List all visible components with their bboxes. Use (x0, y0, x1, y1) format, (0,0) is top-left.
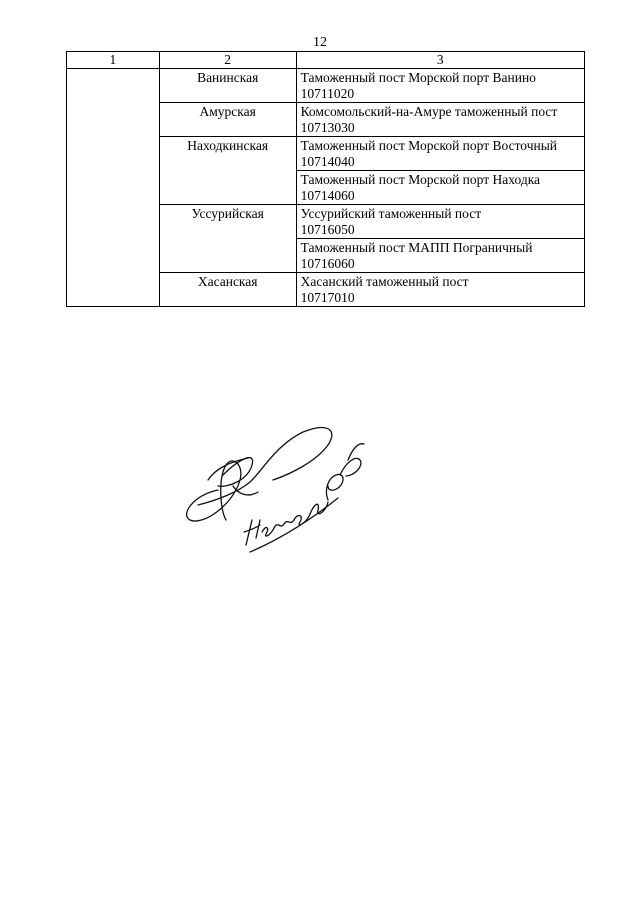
column-header-3: 3 (296, 52, 584, 69)
region-cell: Амурская (159, 103, 296, 137)
page-number: 12 (313, 35, 327, 50)
post-name: Хасанский таможенный пост (300, 274, 469, 289)
region-cell: Находкинская (159, 137, 296, 205)
post-cell (296, 205, 584, 239)
handwritten-signature (178, 420, 378, 570)
post-name: Таможенный пост Морской порт Находка (300, 172, 541, 187)
post-code: 10714040 (300, 154, 355, 169)
post-name: Комсомольский-на-Амуре таможенный пост (300, 104, 558, 119)
post-cell (296, 137, 584, 171)
post-name: Таможенный пост МАПП Пограничный (300, 240, 533, 255)
post-name: Таможенный пост Морской порт Восточный (300, 138, 558, 153)
post-name: Уссурийский таможенный пост (300, 206, 482, 221)
region-cell: Уссурийская (159, 205, 296, 273)
post-name: Таможенный пост Морской порт Ванино (300, 70, 536, 85)
post-code: 10717010 (300, 290, 355, 305)
post-cell (296, 239, 584, 273)
customs-posts-table (66, 51, 585, 307)
post-cell (296, 171, 584, 205)
post-code: 10716060 (300, 256, 355, 271)
column-header-1: 1 (67, 52, 160, 69)
post-code: 10713030 (300, 120, 355, 135)
post-code: 10711020 (300, 86, 355, 101)
post-cell (296, 273, 584, 307)
post-code: 10716050 (300, 222, 355, 237)
column-header-2: 2 (159, 52, 296, 69)
post-code: 10714060 (300, 188, 355, 203)
post-cell (296, 103, 584, 137)
region-cell: Ванинская (159, 69, 296, 103)
region-cell: Хасанская (159, 273, 296, 307)
header-row (67, 52, 585, 69)
table-row (67, 69, 585, 103)
post-cell (296, 69, 584, 103)
column-1-cell (67, 69, 160, 307)
